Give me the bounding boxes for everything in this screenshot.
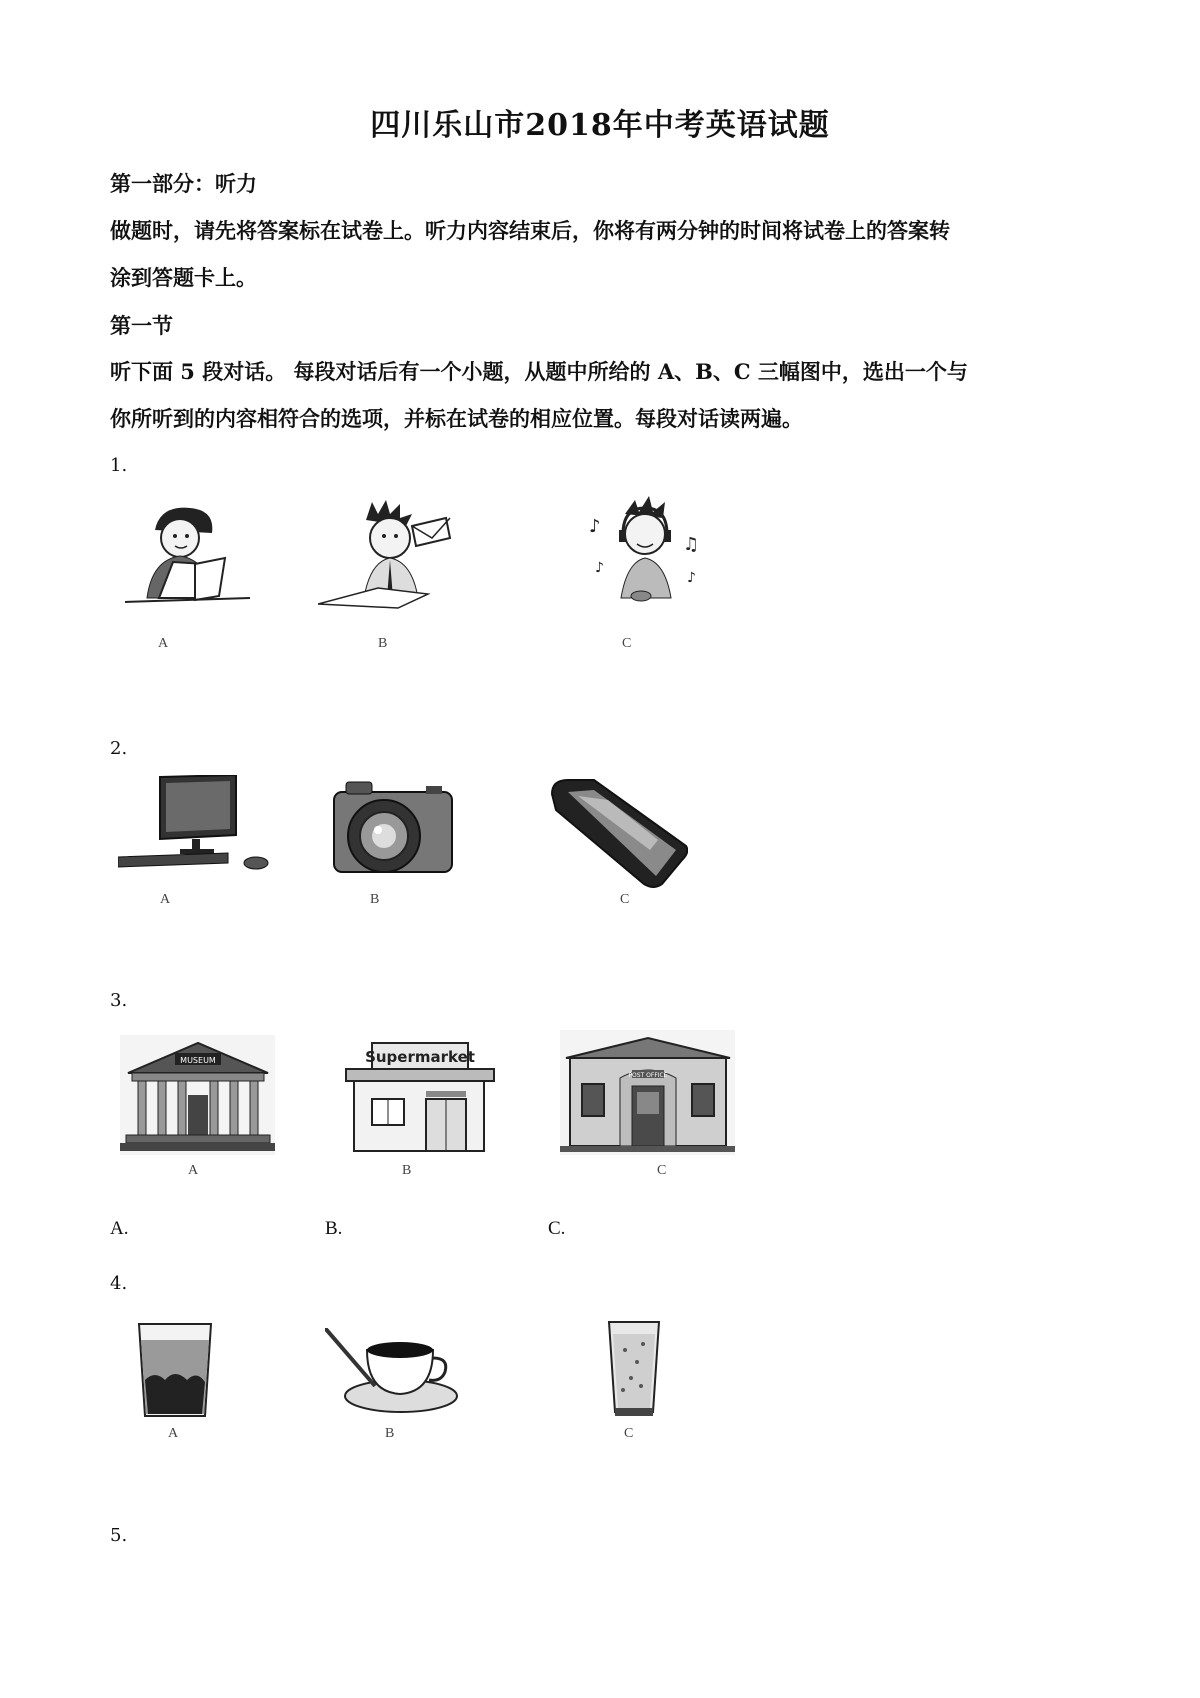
option-label: C — [624, 1426, 634, 1441]
tea-glass-icon — [135, 1320, 215, 1420]
question-number: 5. — [110, 1525, 128, 1546]
svg-text:♪: ♪ — [595, 560, 604, 576]
svg-text:♪: ♪ — [589, 516, 601, 537]
answer-choice-b: B. — [325, 1218, 343, 1239]
section-heading: 第一节 — [110, 313, 173, 338]
computer-icon — [118, 775, 276, 875]
boy-listening-music-icon — [585, 492, 705, 610]
supermarket-sign-text: Supermarket — [365, 1048, 475, 1066]
answer-choice-a: A. — [110, 1218, 129, 1239]
supermarket-icon — [342, 1035, 497, 1155]
page-title: 四川乐山市2018年中考英语试题 — [370, 108, 830, 143]
museum-icon — [120, 1035, 275, 1155]
option-label: B — [385, 1426, 395, 1441]
post-office-sign-text: POST OFFICE — [628, 1072, 668, 1079]
option-label: A — [158, 636, 169, 651]
boy-writing-letter-icon — [318, 498, 458, 610]
answer-choice-c: C. — [548, 1218, 566, 1239]
task-line-1: 听下面 5 段对话。 每段对话后有一个小题，从题中所给的 A、B、C 三幅图中，选出一个与 — [110, 359, 968, 384]
part-heading: 第一部分：听力 — [110, 171, 257, 196]
svg-text:♪: ♪ — [687, 570, 696, 586]
option-label: A — [160, 892, 171, 907]
svg-text:♫: ♫ — [683, 534, 700, 555]
museum-sign-text: MUSEUM — [180, 1056, 216, 1065]
option-label: A — [168, 1426, 179, 1441]
instruction-line-2: 涂到答题卡上。 — [110, 265, 257, 290]
option-label: C — [657, 1163, 667, 1178]
option-label: C — [620, 892, 630, 907]
boy-reading-icon — [125, 500, 250, 610]
option-label: B — [378, 636, 388, 651]
camera-icon — [330, 780, 458, 878]
question-number: 2. — [110, 738, 128, 759]
soda-glass-icon — [605, 1320, 663, 1420]
instruction-line-1: 做题时，请先将答案标在试卷上。听力内容结束后，你将有两分钟的时间将试卷上的答案转 — [110, 218, 950, 243]
coffee-cup-icon — [325, 1328, 460, 1416]
option-label: B — [370, 892, 380, 907]
post-office-icon — [560, 1030, 735, 1155]
option-label: B — [402, 1163, 412, 1178]
task-line-2: 你所听到的内容相符合的选项，并标在试卷的相应位置。每段对话读两遍。 — [110, 406, 803, 431]
question-number: 4. — [110, 1273, 128, 1294]
question-number: 3. — [110, 990, 128, 1011]
option-label: A — [188, 1163, 199, 1178]
question-number: 1. — [110, 455, 128, 476]
option-label: C — [622, 636, 632, 651]
smartphone-icon — [548, 778, 688, 888]
